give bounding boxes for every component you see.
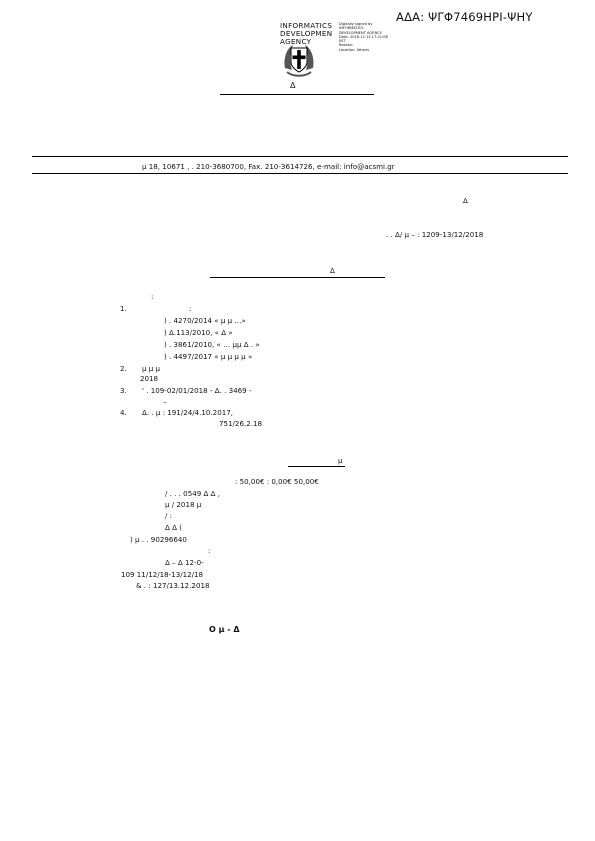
body-line: Δ Δ ( [165,523,182,532]
list-item: ) . 3861/2010, « … μμ Δ . » [164,340,260,349]
body-line: Δ – Δ 12-0- [165,558,204,567]
list-item: 751/26.2.18 [219,419,263,428]
body-line: / : [165,511,173,520]
signatory-title: Ο μ - Δ [209,625,240,634]
body-line: / . . . 0549 Δ Δ , [165,489,220,498]
list-number: 4. [120,408,127,417]
ada-code: ΑΔΑ: ΨΓΦ7469ΗΡΙ-ΨΗΥ [396,10,533,24]
logo-line: AGENCY [280,37,312,46]
stamp-line: Location: Athens [339,47,369,52]
list-item: : [189,304,192,313]
approve-title: μ [338,456,343,465]
amount-line: : 50,00€ : 0,00€ 50,00€ [235,477,319,486]
list-item: ' . 109-02/01/2018 - Δ. . 3469 - [142,386,252,395]
body-line: ) μ . . 90296640 [130,535,187,544]
body-line: : [208,546,211,555]
list-item: 2018 [140,374,159,383]
stamp-line: Digitally signed by [339,22,373,26]
list-item: ) Δ.113/2010, « Δ » [164,328,233,337]
stamp-line: Reason: [339,43,354,48]
stamp-line: Date: 2018.12.13 17:21:06 [339,34,388,39]
digital-signature-stamp [339,22,388,52]
body-line: μ / 2018 μ [165,500,202,509]
stamp-line: INFORMATICS [339,26,364,31]
list-item: ) . 4497/2017 « μ μ μ μ » [164,352,253,361]
address-line: μ 18, 10671 , . 210-3680700, Fax. 210-3614726, e-mail: info@acsmi.gr [142,162,395,171]
logo-line: INFORMATICS [280,21,333,30]
greek-coat-of-arms-icon [279,40,319,80]
list-number: 3. [120,386,127,395]
protocol-number: . . Δ/ μ – : 1209-13/12/2018 [386,230,484,239]
decision-title-underline [210,277,385,278]
decision-title: Δ [330,266,335,275]
list-number: 1. [120,304,127,313]
list-item: ) . 4270/2014 « μ μ …» [164,316,246,325]
stamp-line: DEVELOPMENT AGENCY [339,30,382,35]
having-regard: : [151,292,154,301]
divider-top [32,156,568,157]
stamp-line: EET [339,39,346,44]
list-item: – [163,397,167,406]
approve-title-underline [288,466,345,467]
body-line: & . : 127/13.12.2018 [136,581,210,590]
list-item: μ μ μ [142,364,161,373]
list-number: 2. [120,364,127,373]
list-item: Δ. . μ : 191/24/4.10.2017, [142,408,233,417]
logo-line: DEVELOPMEN [280,29,333,38]
ref-delta: Δ [463,196,468,205]
title-fragment: Δ [290,81,296,90]
body-line: 109 11/12/18-13/12/18 [121,570,204,579]
title-underline [220,94,374,95]
divider-bottom [32,173,568,174]
